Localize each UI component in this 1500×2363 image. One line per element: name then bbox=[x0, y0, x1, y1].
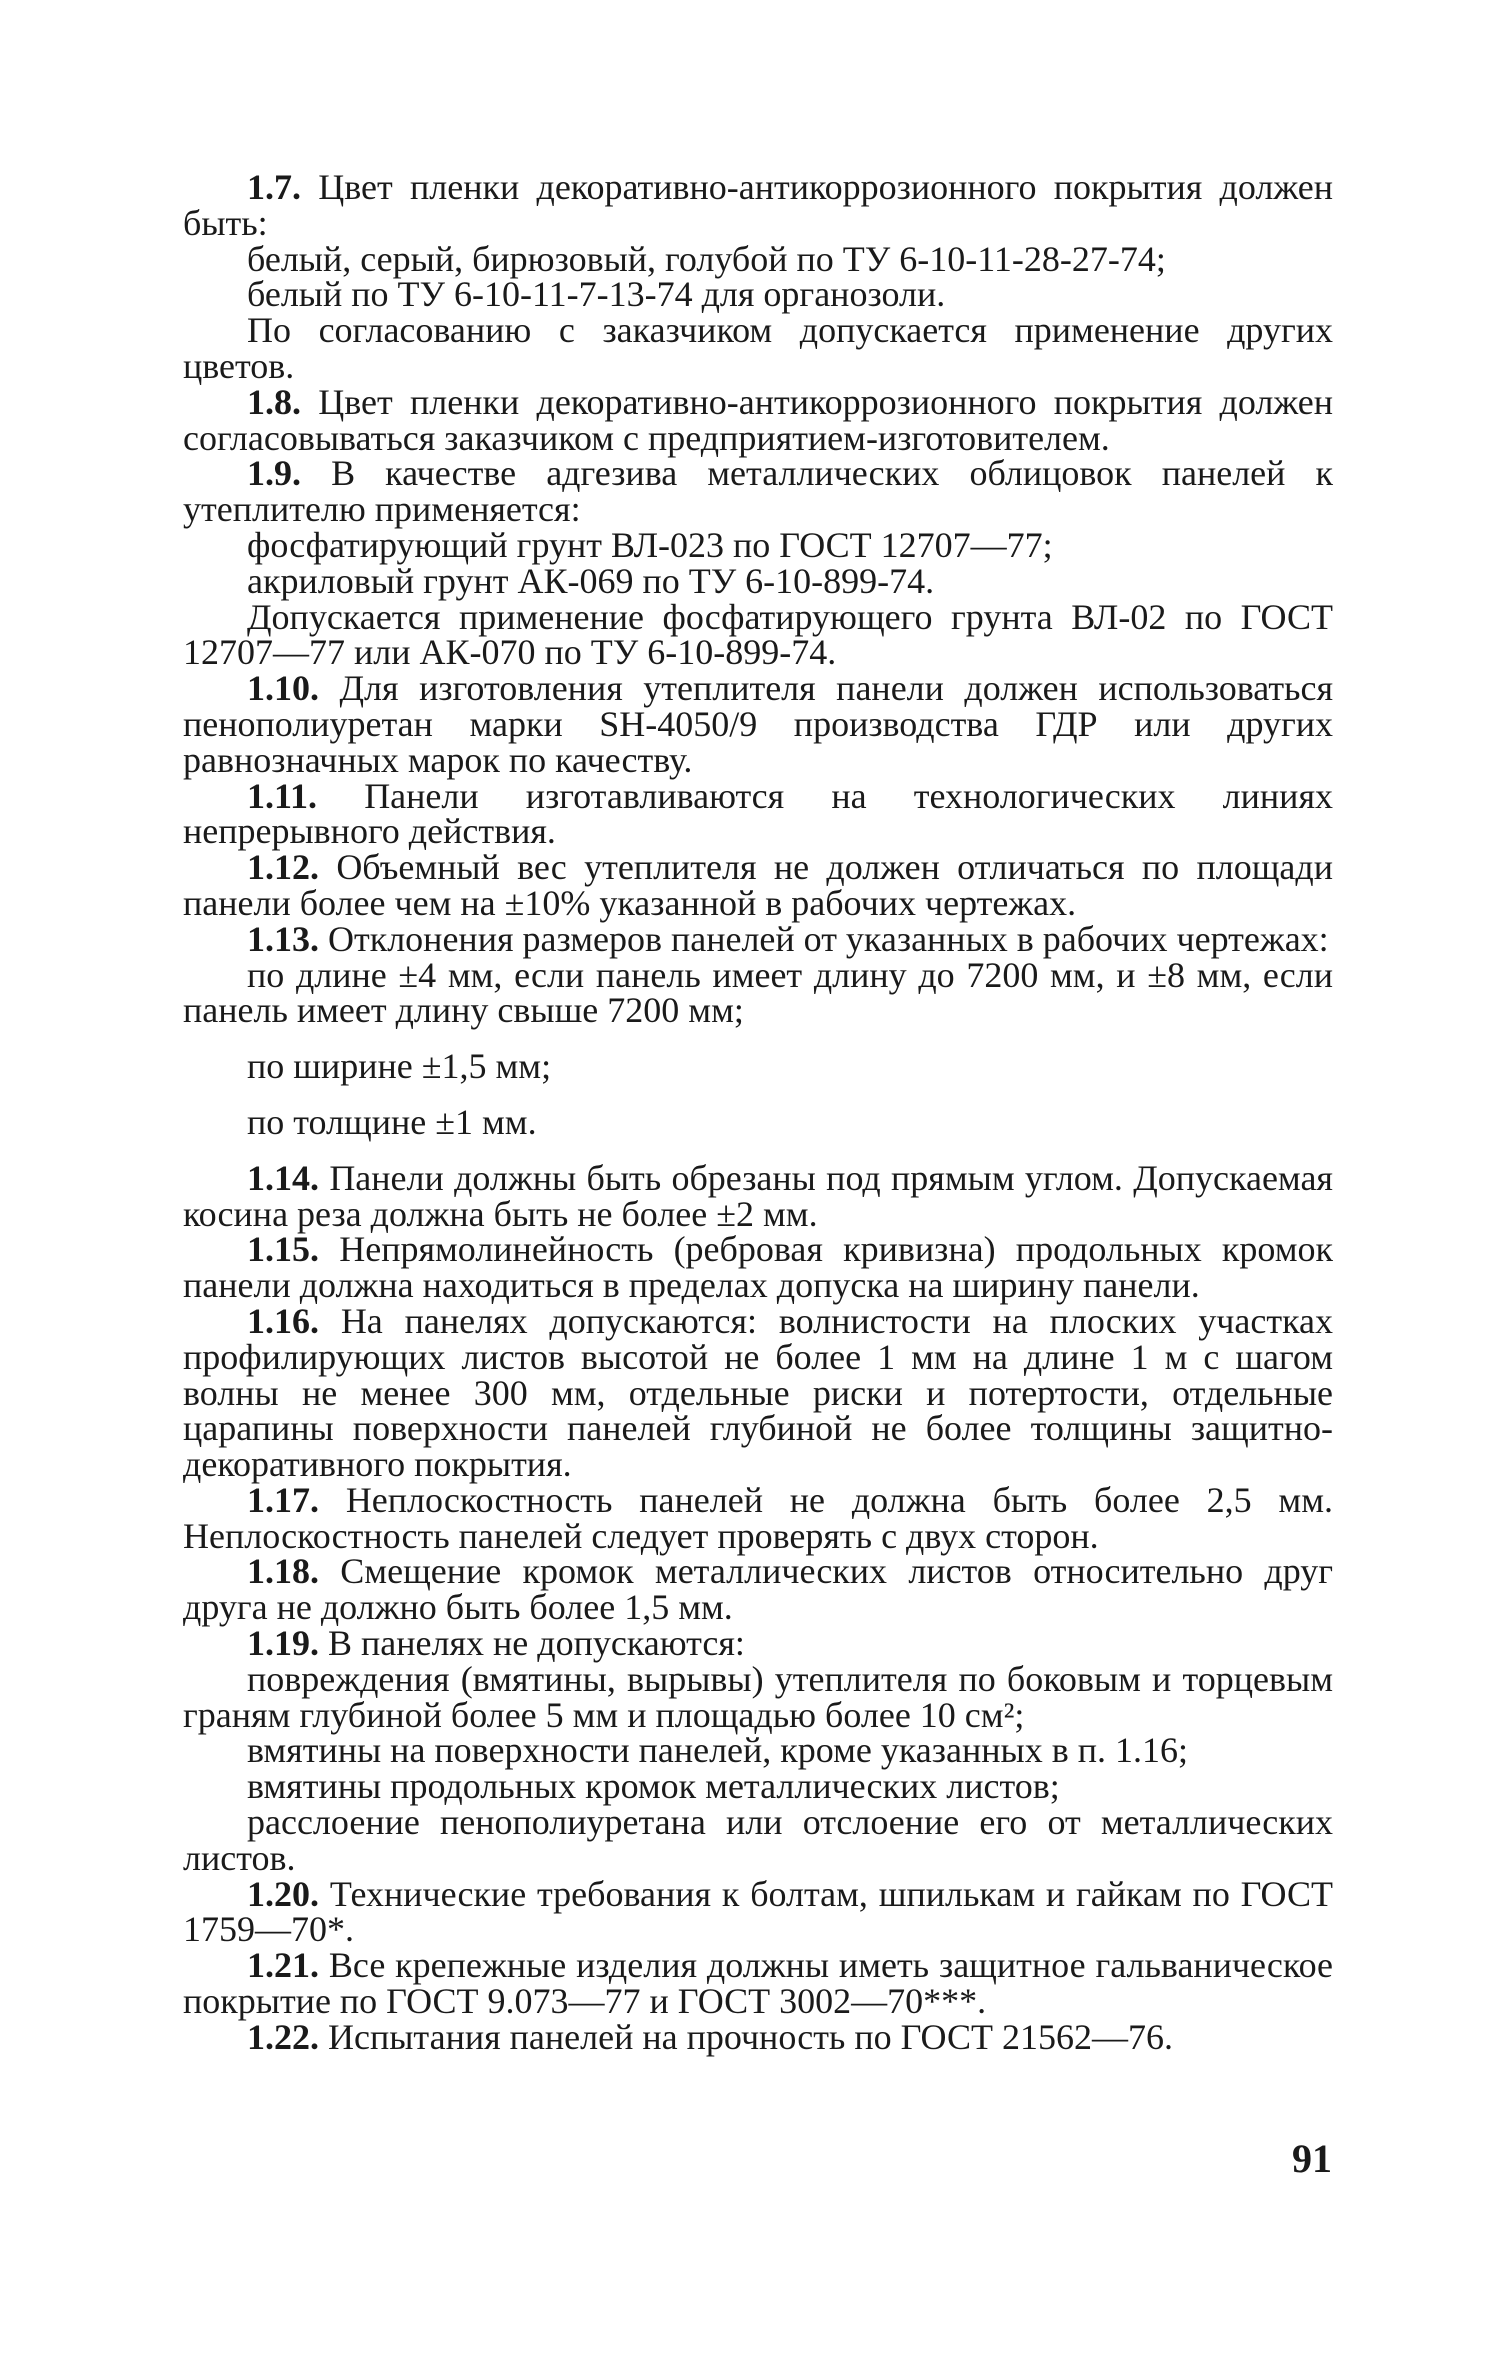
clause-text: Цвет пленки декоративно-антикоррозионного покрытия должен согласовываться заказчиком с предприятием-изготовителем. bbox=[183, 381, 1333, 458]
clause-number: 1.20. bbox=[247, 1873, 319, 1914]
clause-number: 1.17. bbox=[247, 1479, 319, 1520]
clause-paragraph bbox=[183, 1623, 1333, 1664]
clause-text: Неплоскостность панелей не должна быть более 2,5 мм. Неплоскостность панелей следует проверять с двух сторон. bbox=[183, 1479, 1333, 1556]
clause-item bbox=[183, 954, 1333, 1031]
clause-number: 1.18. bbox=[247, 1551, 319, 1592]
clause-paragraph bbox=[183, 381, 1333, 458]
clause-paragraph bbox=[183, 453, 1334, 530]
clause-text: На панелях допускаются: волнистости на плоских участках профилирующих листов высотой не более 1 мм на длине 1 м с шагом волны не менее 300 мм, отдельные риски и потертости, отдельные царапины поверхности панелей глубиной не более толщины защитно-декоративного покрытия. bbox=[183, 1300, 1333, 1485]
clause-text: Допускается применение фосфатирующего грунта ВЛ-02 по ГОСТ 12707—77 или АК-070 по ТУ 6-10-899-74. bbox=[183, 596, 1333, 673]
clause-text: В качестве адгезива металлических облицовок панелей к утеплителю применяется: bbox=[183, 453, 1334, 530]
clause-item bbox=[183, 310, 1333, 386]
clause-text: Цвет пленки декоративно-антикоррозионного покрытия должен быть: bbox=[183, 167, 1333, 243]
clause-text: по толщине ±1 мм. bbox=[247, 1101, 537, 1142]
clause-paragraph bbox=[183, 918, 1333, 959]
clause-text: белый по ТУ 6-10-11-7-13-74 для органозоли. bbox=[247, 274, 946, 315]
clause-text: Технические требования к болтам, шпилькам и гайкам по ГОСТ 1759—70*. bbox=[183, 1873, 1334, 1950]
clause-item bbox=[183, 596, 1333, 673]
clause-text: Все крепежные изделия должны иметь защитное гальваническое покрытие по ГОСТ 9.073—77 и ГОСТ 3002—70***. bbox=[183, 1945, 1333, 2022]
clause-text: акриловый грунт АК-069 по ТУ 6-10-899-74. bbox=[247, 560, 935, 601]
clause-text: Для изготовления утеплителя панели должен использоваться пенополиуретан марки SH-4050/9 производства ГДР или других равнозначных марок по качеству. bbox=[183, 668, 1334, 780]
clause-paragraph bbox=[183, 1229, 1334, 1306]
clause-number: 1.7. bbox=[247, 167, 301, 207]
clause-item bbox=[183, 1658, 1333, 1735]
clause-number: 1.8. bbox=[247, 381, 301, 422]
clause-number: 1.10. bbox=[247, 668, 319, 709]
clause-text: Непрямолинейность (ребровая кривизна) продольных кромок панели должна находиться в пределах допуска на ширину панели. bbox=[183, 1229, 1334, 1306]
clause-text: Панели должны быть обрезаны под прямым углом. Допускаемая косина реза должна быть не более ±2 мм. bbox=[183, 1157, 1333, 1234]
clause-paragraph bbox=[183, 847, 1333, 923]
clause-number: 1.22. bbox=[247, 2016, 319, 2057]
clause-paragraph bbox=[183, 1945, 1333, 2022]
clause-number: 1.21. bbox=[247, 1945, 319, 1986]
clause-text: повреждения (вмятины, вырывы) утеплителя по боковым и торцевым граням глубиной более 5 мм и площадью более 10 см²; bbox=[183, 1658, 1333, 1735]
clause-text: фосфатирующий грунт ВЛ-023 по ГОСТ 12707—77; bbox=[247, 524, 1053, 565]
clause-paragraph bbox=[183, 775, 1334, 852]
page-number: 91 bbox=[1292, 2136, 1332, 2181]
clause-text: Отклонения размеров панелей от указанных в рабочих чертежах: bbox=[328, 918, 1329, 959]
clause-text: Смещение кромок металлических листов относительно друг друга не должно быть более 1,5 мм. bbox=[183, 1551, 1334, 1628]
clause-number: 1.14. bbox=[247, 1157, 319, 1198]
clause-paragraph bbox=[183, 1300, 1333, 1485]
clause-item bbox=[183, 1802, 1333, 1878]
clause-number: 1.15. bbox=[247, 1229, 319, 1270]
clause-paragraph bbox=[183, 1479, 1333, 1556]
clause-number: 1.19. bbox=[247, 1623, 319, 1664]
clause-paragraph bbox=[183, 2016, 1333, 2057]
clause-text: вмятины на поверхности панелей, кроме указанных в п. 1.16; bbox=[247, 1730, 1188, 1771]
clause-number: 1.9. bbox=[247, 453, 301, 494]
clause-item bbox=[183, 560, 1333, 601]
clause-text: Панели изготавливаются на технологических линиях непрерывного действия. bbox=[183, 775, 1334, 852]
clause-paragraph bbox=[183, 668, 1334, 780]
clause-item bbox=[183, 524, 1333, 565]
clause-number: 1.16. bbox=[247, 1300, 319, 1341]
clause-number: 1.11. bbox=[247, 775, 318, 816]
clause-text: по длине ±4 мм, если панель имеет длину до 7200 мм, и ±8 мм, если панель имеет длину свыше 7200 мм; bbox=[183, 954, 1333, 1031]
clause-number: 1.13. bbox=[247, 918, 319, 959]
clause-text: вмятины продольных кромок металлических листов; bbox=[247, 1766, 1060, 1807]
clause-text: белый, серый, бирюзовый, голубой по ТУ 6-10-11-28-27-74; bbox=[247, 238, 1166, 279]
clause-text: По согласованию с заказчиком допускается применение других цветов. bbox=[183, 310, 1333, 386]
clause-item bbox=[183, 1101, 1333, 1142]
clause-paragraph bbox=[183, 1873, 1334, 1950]
clause-item bbox=[183, 1766, 1333, 1807]
clause-text: Испытания панелей на прочность по ГОСТ 21562—76. bbox=[328, 2016, 1173, 2057]
clause-text: Объемный вес утеплителя не должен отличаться по площади панели более чем на ±10% указанной в рабочих чертежах. bbox=[183, 847, 1333, 923]
clause-item bbox=[183, 274, 1333, 315]
clause-item bbox=[183, 1730, 1333, 1771]
clause-number: 1.12. bbox=[247, 847, 319, 888]
clause-paragraph bbox=[183, 1157, 1333, 1234]
clause-paragraph bbox=[183, 167, 1333, 243]
text-column bbox=[183, 167, 1334, 2057]
clause-text: В панелях не допускаются: bbox=[328, 1623, 745, 1664]
clause-item bbox=[183, 1046, 1333, 1087]
clause-text: по ширине ±1,5 мм; bbox=[247, 1046, 552, 1087]
clause-item bbox=[183, 238, 1333, 279]
clause-paragraph bbox=[183, 1551, 1334, 1628]
clause-text: расслоение пенополиуретана или отслоение его от металлических листов. bbox=[183, 1802, 1333, 1878]
